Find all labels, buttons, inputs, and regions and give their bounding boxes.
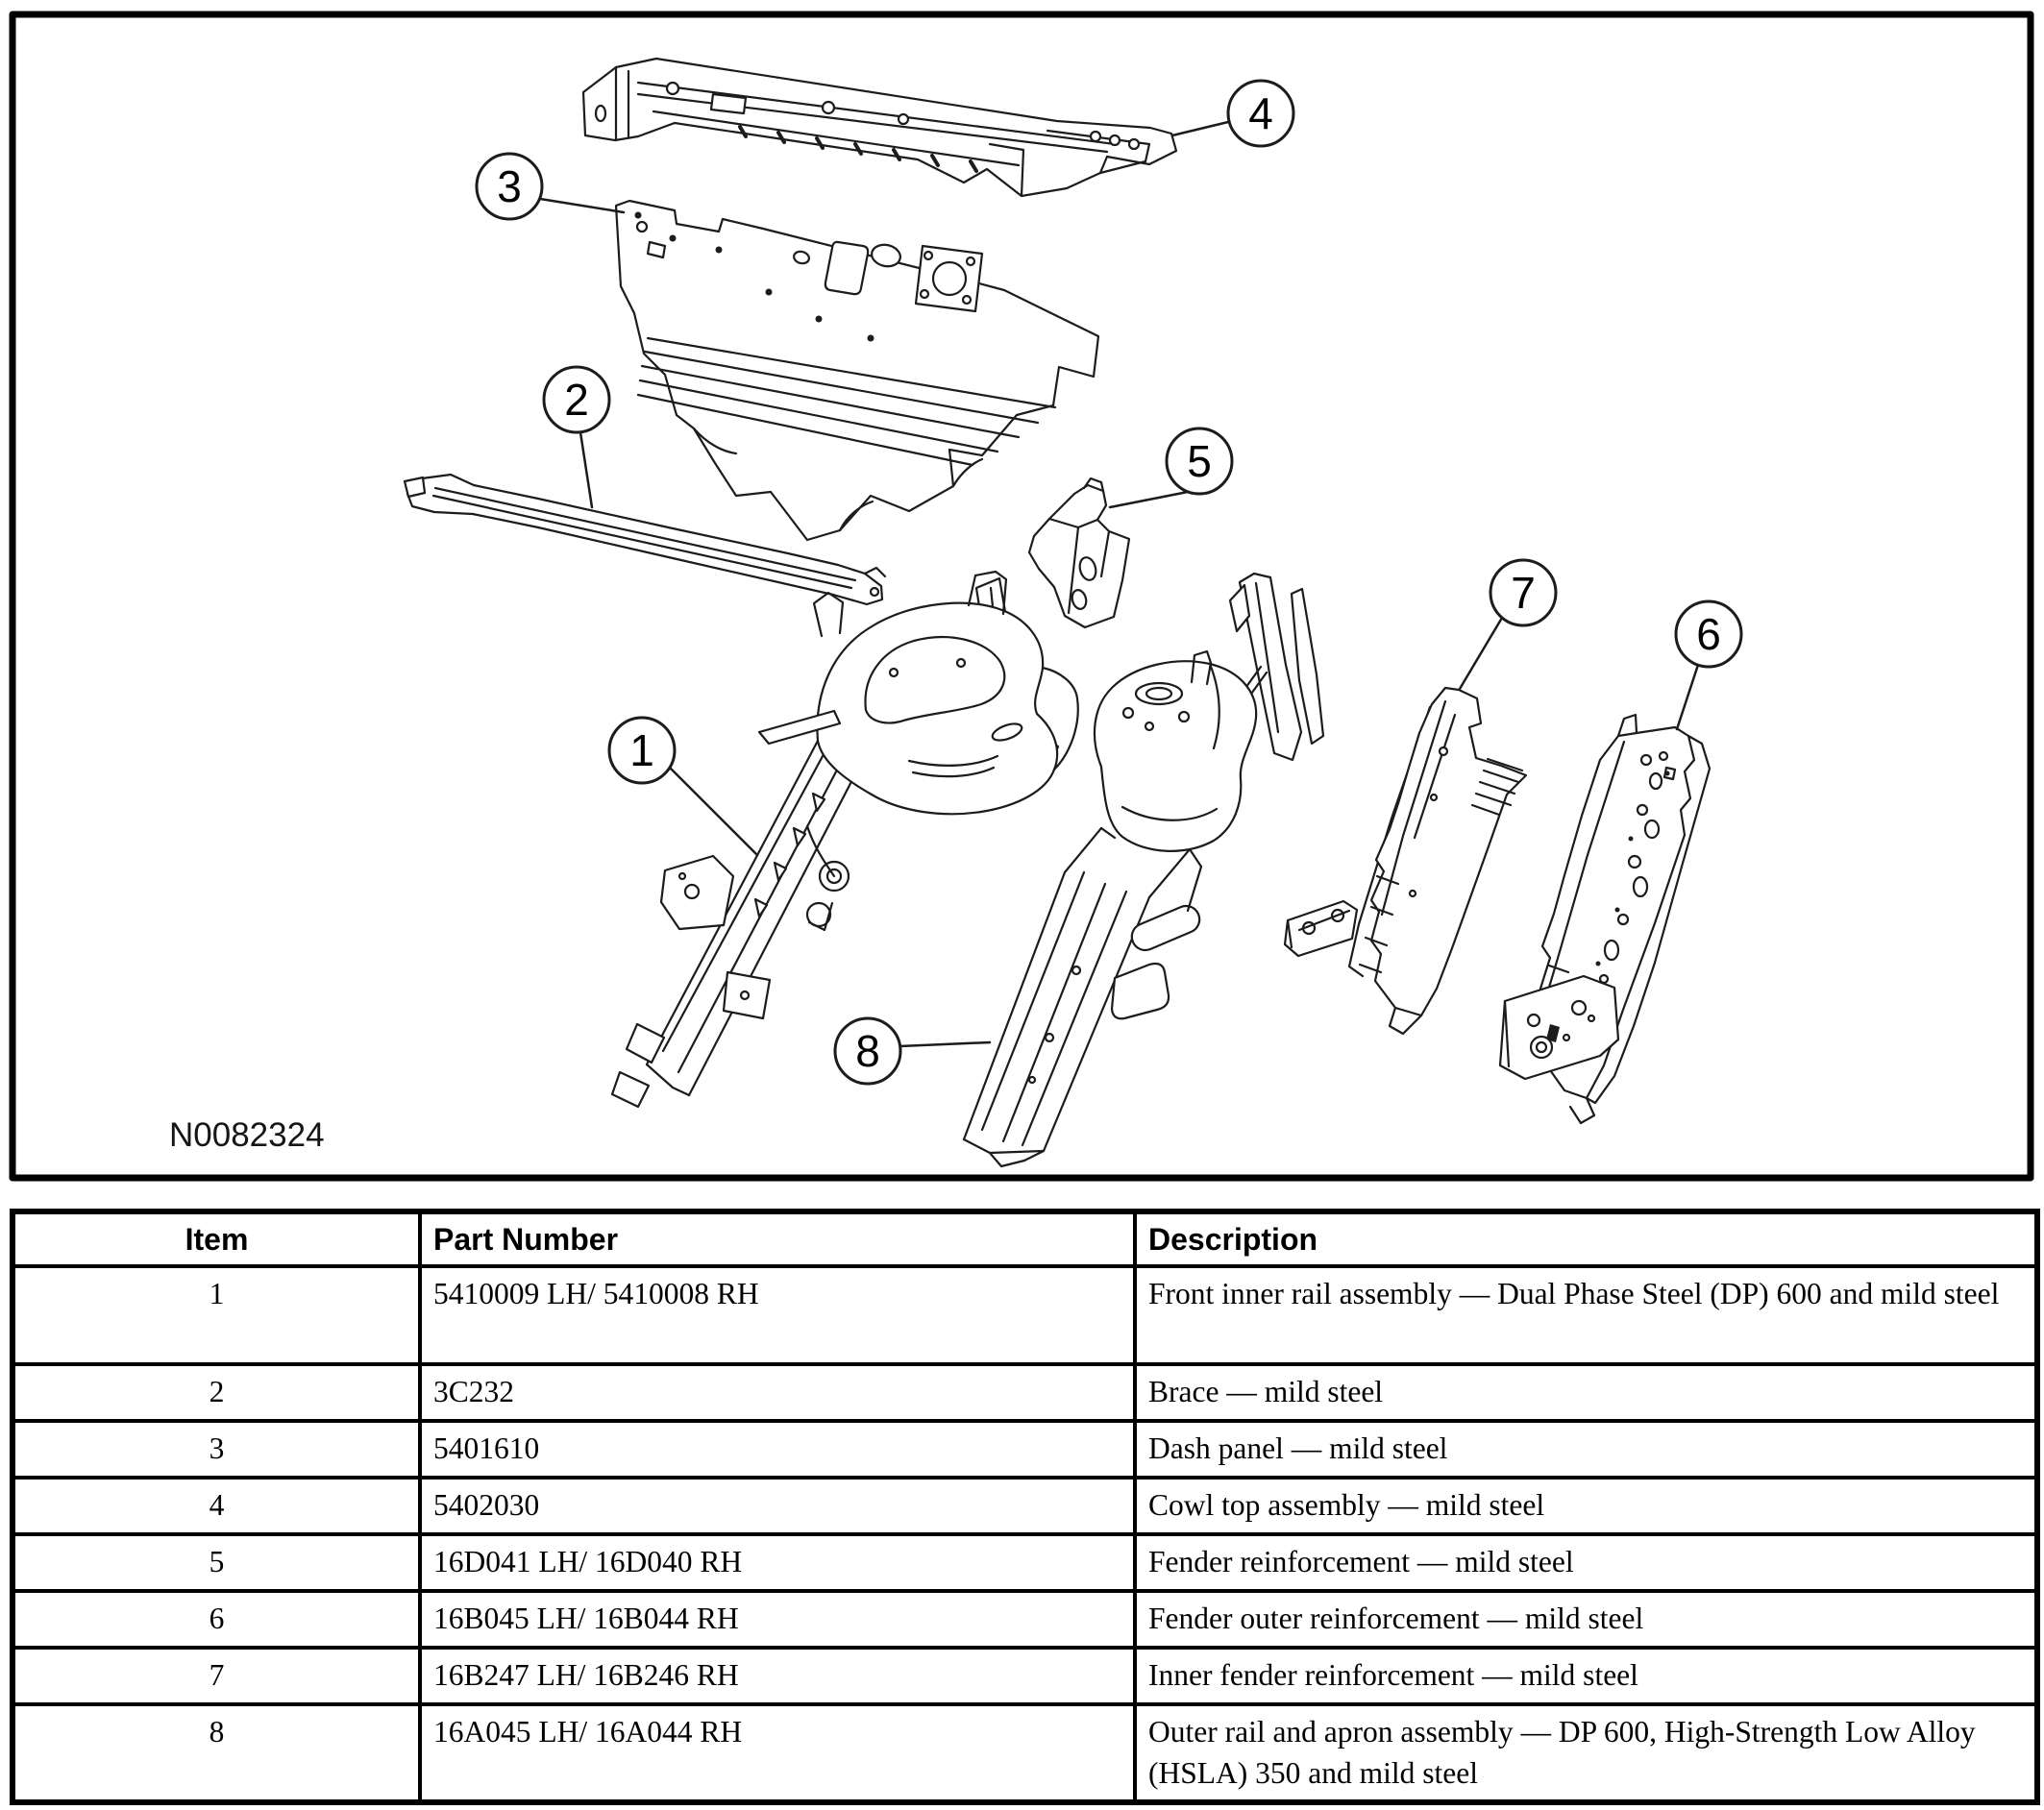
- description-cell: Brace — mild steel: [1135, 1364, 2037, 1421]
- table-row: [12, 1266, 2037, 1364]
- parts-table: [10, 1209, 2040, 1805]
- description-cell: Fender reinforcement — mild steel: [1135, 1534, 2037, 1591]
- table-header-row: [12, 1211, 2037, 1266]
- figure-id-label: N0082324: [169, 1116, 325, 1154]
- dash-panel-drawing: [616, 201, 1098, 540]
- callout-5: [1110, 428, 1232, 507]
- part-number-cell: 5410009 LH/ 5410008 RH: [420, 1266, 1135, 1364]
- table-row: [12, 1478, 2037, 1534]
- description-cell: Outer rail and apron assembly — DP 600, High-Strength Low Alloy (HSLA) 350 and mild steel: [1135, 1704, 2037, 1802]
- callout-1-number: 1: [629, 725, 654, 775]
- part-number-cell: 5402030: [420, 1478, 1135, 1534]
- table-row: [12, 1648, 2037, 1704]
- part-number-cell: 16D041 LH/ 16D040 RH: [420, 1534, 1135, 1591]
- description-cell: Cowl top assembly — mild steel: [1135, 1478, 2037, 1534]
- item-cell: 8: [12, 1704, 420, 1802]
- part-number-cell: 3C232: [420, 1364, 1135, 1421]
- callout-6-number: 6: [1696, 609, 1721, 659]
- table-row: [12, 1591, 2037, 1648]
- item-cell: 4: [12, 1478, 420, 1534]
- table-row: [12, 1421, 2037, 1478]
- callout-4: [1172, 81, 1293, 146]
- item-cell: 5: [12, 1534, 420, 1591]
- item-cell: 7: [12, 1648, 420, 1704]
- item-cell: 6: [12, 1591, 420, 1648]
- callout-8: [835, 1018, 990, 1084]
- table-row: [12, 1534, 2037, 1591]
- callout-6: [1676, 601, 1741, 729]
- description-cell: Inner fender reinforcement — mild steel: [1135, 1648, 2037, 1704]
- part-number-cell: 16B247 LH/ 16B246 RH: [420, 1648, 1135, 1704]
- callout-4-number: 4: [1248, 88, 1273, 138]
- item-cell: 2: [12, 1364, 420, 1421]
- part-number-cell: 5401610: [420, 1421, 1135, 1478]
- fender-outer-reinforcement-drawing: [1500, 715, 1710, 1123]
- callout-3: [477, 154, 624, 219]
- description-cell: Fender outer reinforcement — mild steel: [1135, 1591, 2037, 1648]
- part-number-cell: 16A045 LH/ 16A044 RH: [420, 1704, 1135, 1802]
- item-cell: 3: [12, 1421, 420, 1478]
- inner-fender-reinforcement-drawing: [1349, 688, 1526, 1034]
- description-cell: Dash panel — mild steel: [1135, 1421, 2037, 1478]
- callout-3-number: 3: [497, 161, 522, 211]
- header-item: Item: [12, 1211, 420, 1266]
- cowl-top-assembly-drawing: [583, 59, 1176, 196]
- callout-2-number: 2: [564, 375, 589, 425]
- callout-2: [544, 367, 609, 507]
- fender-reinforcement-drawing: [1029, 478, 1129, 627]
- header-part-number: Part Number: [420, 1211, 1135, 1266]
- callout-8-number: 8: [855, 1026, 880, 1076]
- table-row: [12, 1704, 2037, 1802]
- callout-7: [1460, 560, 1556, 689]
- header-description: Description: [1135, 1211, 2037, 1266]
- item-cell: 1: [12, 1266, 420, 1364]
- table-row: [12, 1364, 2037, 1421]
- description-cell: Front inner rail assembly — Dual Phase Steel (DP) 600 and mild steel: [1135, 1266, 2037, 1364]
- part-number-cell: 16B045 LH/ 16B044 RH: [420, 1591, 1135, 1648]
- callout-5-number: 5: [1187, 436, 1212, 486]
- callout-7-number: 7: [1511, 568, 1536, 618]
- callout-1: [609, 718, 757, 855]
